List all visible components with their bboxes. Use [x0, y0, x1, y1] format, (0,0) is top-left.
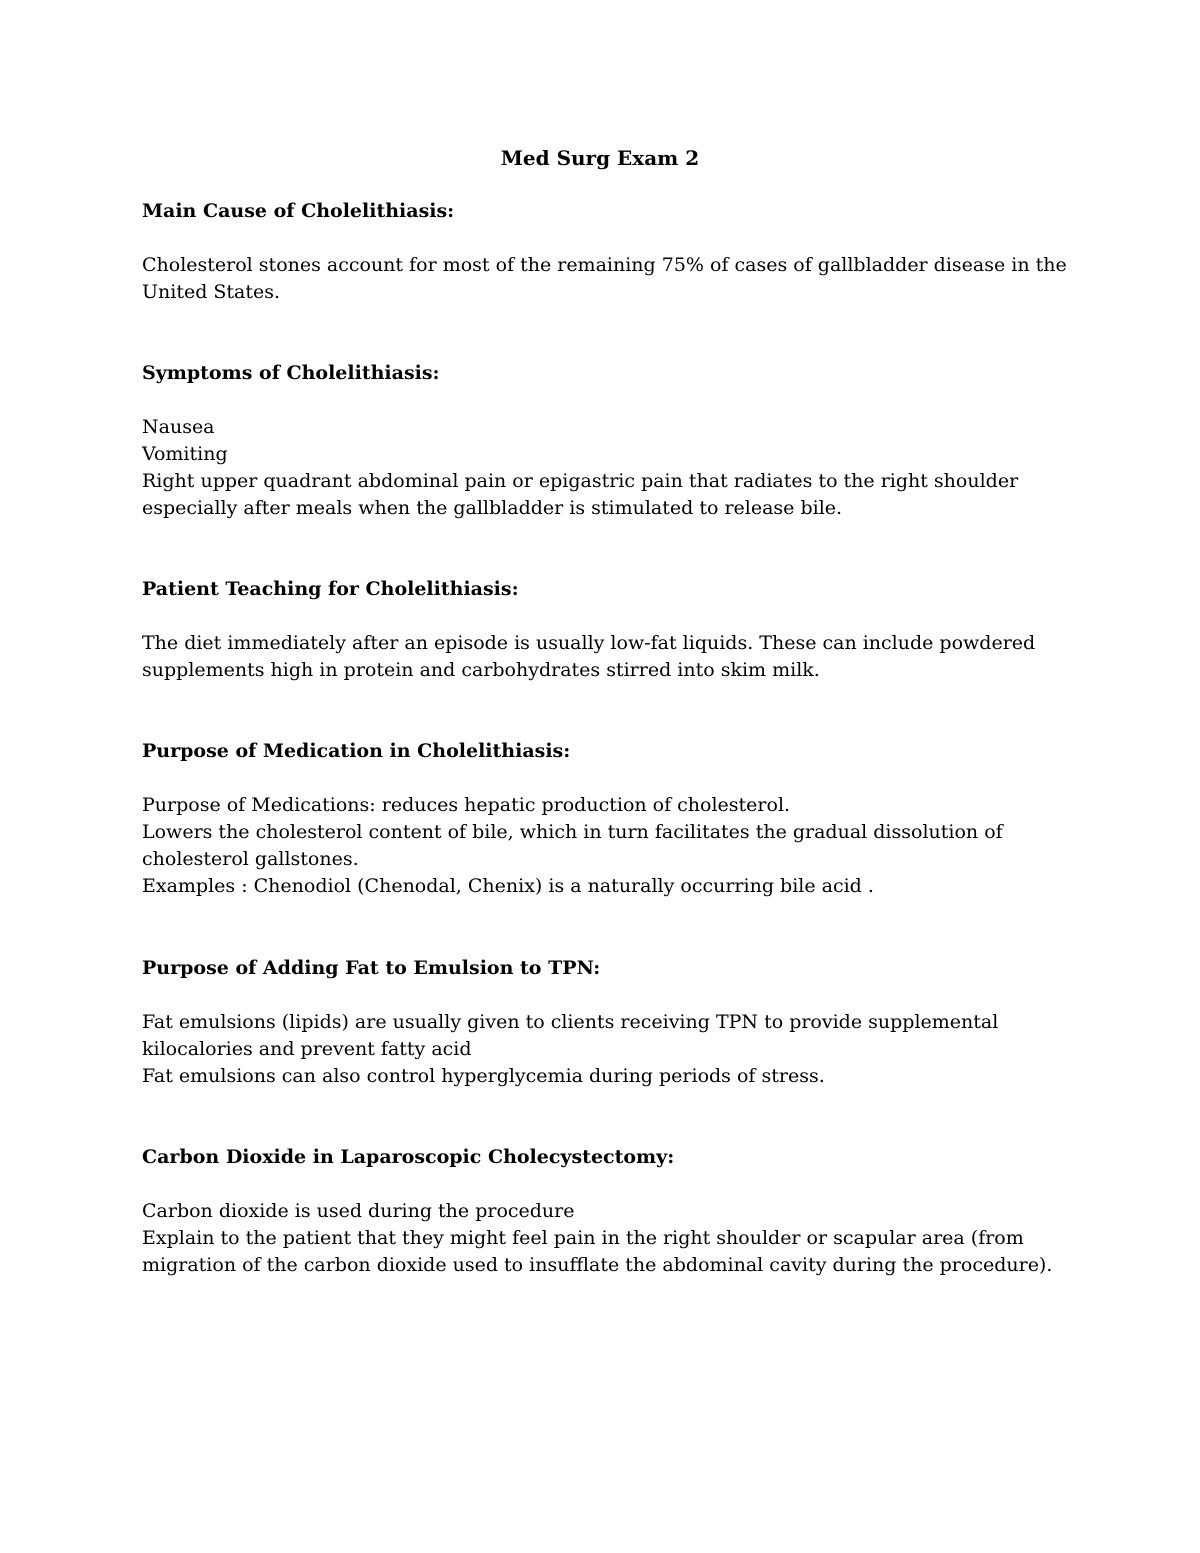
section-main-cause	[142, 198, 1072, 306]
body-line: Fat emulsions (lipids) are usually given to clients receiving TPN to provide supplemental	[142, 1011, 999, 1033]
section-heading: Purpose of Medication in Cholelithiasis:	[142, 740, 571, 762]
body-line: Fat emulsions can also control hyperglycemia during periods of stress.	[142, 1065, 825, 1087]
section-symptoms	[142, 360, 1072, 522]
section-heading: Symptoms of Cholelithiasis:	[142, 362, 440, 384]
section-fat-emulsion-tpn	[142, 955, 1072, 1090]
body-line: kilocalories and prevent fatty acid	[142, 1038, 472, 1060]
section-medication-purpose	[142, 738, 1072, 900]
body-line: Explain to the patient that they might feel pain in the right shoulder or scapular area (from	[142, 1227, 1024, 1249]
body-line: especially after meals when the gallbladder is stimulated to release bile.	[142, 497, 843, 519]
body-line: Vomiting	[142, 443, 228, 465]
section-body	[142, 630, 1072, 684]
body-line: The diet immediately after an episode is usually low-fat liquids. These can include powdered	[142, 632, 1036, 654]
section-body	[142, 1009, 1072, 1090]
body-line: migration of the carbon dioxide used to insufflate the abdominal cavity during the procedure).	[142, 1254, 1053, 1276]
section-heading: Patient Teaching for Cholelithiasis:	[142, 578, 519, 600]
document-title: Med Surg Exam 2	[500, 146, 700, 170]
section-body	[142, 1198, 1072, 1279]
body-line: cholesterol gallstones.	[142, 848, 359, 870]
section-carbon-dioxide	[142, 1144, 1072, 1279]
section-body	[142, 252, 1072, 306]
body-line: Lowers the cholesterol content of bile, which in turn facilitates the gradual dissolution of	[142, 821, 1003, 843]
body-line: Cholesterol stones account for most of the remaining 75% of cases of gallbladder disease in the	[142, 254, 1067, 276]
section-heading: Carbon Dioxide in Laparoscopic Cholecystectomy:	[142, 1146, 675, 1168]
body-line: Carbon dioxide is used during the procedure	[142, 1200, 575, 1222]
body-line: Nausea	[142, 416, 215, 438]
section-heading: Main Cause of Cholelithiasis:	[142, 200, 455, 222]
section-patient-teaching	[142, 576, 1072, 684]
section-heading: Purpose of Adding Fat to Emulsion to TPN:	[142, 957, 601, 979]
body-line: United States.	[142, 281, 281, 303]
body-line: Right upper quadrant abdominal pain or epigastric pain that radiates to the right shoulder	[142, 470, 1019, 492]
section-body	[142, 792, 1072, 900]
body-line: Purpose of Medications: reduces hepatic production of cholesterol.	[142, 794, 791, 816]
section-body	[142, 414, 1072, 522]
body-line: Examples : Chenodiol (Chenodal, Chenix) is a naturally occurring bile acid .	[142, 875, 874, 897]
body-line: supplements high in protein and carbohydrates stirred into skim milk.	[142, 659, 820, 681]
